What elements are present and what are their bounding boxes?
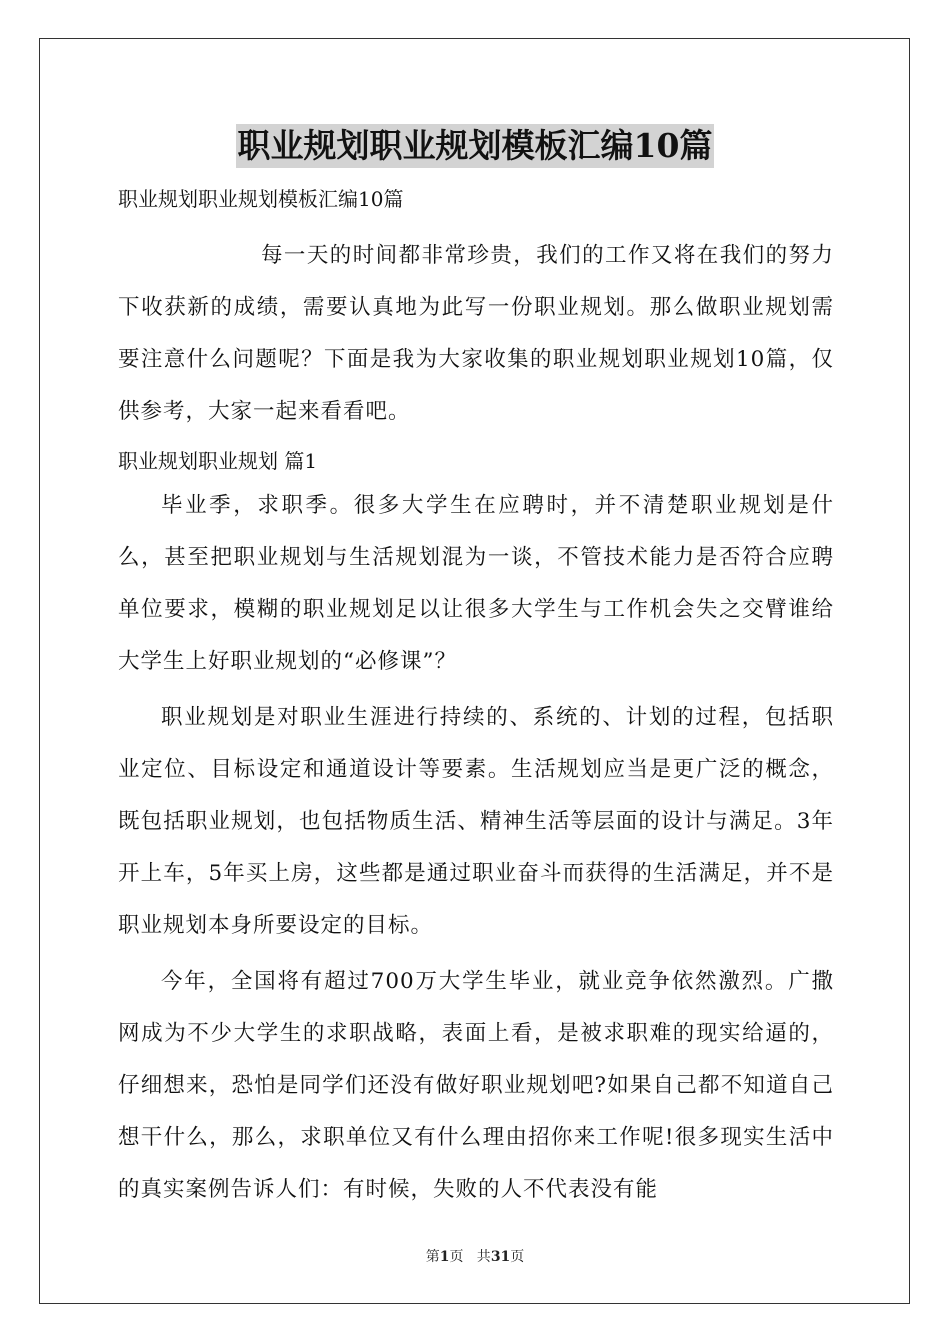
page-footer xyxy=(0,1246,950,1266)
intro-paragraph: 每一天的时间都非常珍贵，我们的工作又将在我们的努力下收获新的成绩，需要认真地为此写一份职业规划。那么做职业规划需要注意什么问题呢？下面是我为大家收集的职业规划职业规划10篇，仅供参考，大家一起来看看吧。 xyxy=(118,243,834,424)
footer-current-page: 1 xyxy=(439,1249,450,1265)
document-body xyxy=(118,180,834,1216)
title-container xyxy=(0,124,950,168)
body-paragraph-1: 毕业季，求职季。很多大学生在应聘时，并不清楚职业规划是什么，甚至把职业规划与生活规划混为一谈，不管技术能力是否符合应聘单位要求，模糊的职业规划足以让很多大学生与工作机会失之交臂谁给大学生上好职业规划的“必修课”？ xyxy=(118,493,834,674)
body-paragraph-2: 职业规划是对职业生涯进行持续的、系统的、计划的过程，包括职业定位、目标设定和通道设计等要素。生活规划应当是更广泛的概念，既包括职业规划，也包括物质生活、精神生活等层面的设计与满足。3年开上车，5年买上房，这些都是通过职业奋斗而获得的生活满足，并不是职业规划本身所要设定的目标。 xyxy=(118,705,834,938)
footer-page-suffix: 页 xyxy=(510,1249,525,1265)
footer-page-mid: 页 共 xyxy=(449,1249,491,1265)
footer-total-pages: 31 xyxy=(490,1249,511,1265)
section-heading: 职业规划职业规划 篇1 xyxy=(118,449,318,473)
footer-page-prefix: 第 xyxy=(425,1249,440,1265)
document-subtitle: 职业规划职业规划模板汇编10篇 xyxy=(118,187,404,211)
document-title: 职业规划职业规划模板汇编10篇 xyxy=(236,124,715,168)
body-paragraph-3: 今年，全国将有超过700万大学生毕业，就业竞争依然激烈。广撒网成为不少大学生的求职战略，表面上看，是被求职难的现实给逼的，仔细想来，恐怕是同学们还没有做好职业规划吧?如果自己都不知道自己想干什么，那么，求职单位又有什么理由招你来工作呢!很多现实生活中的真实案例告诉人们：有时候，失败的人不代表没有能 xyxy=(118,969,834,1202)
